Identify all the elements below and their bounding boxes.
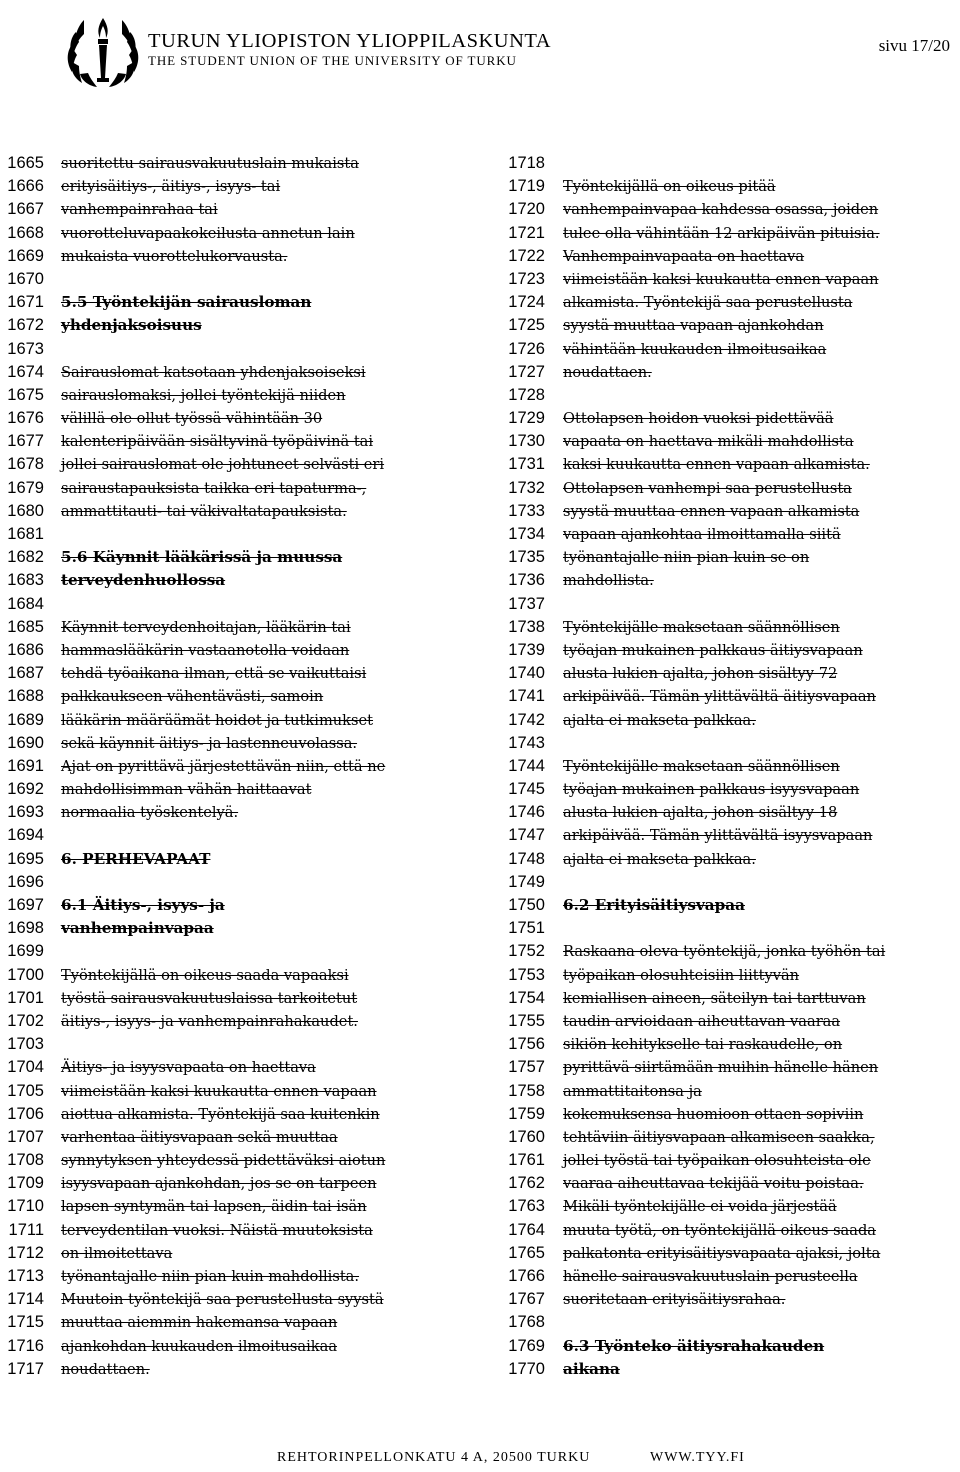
line-number: 1671: [7, 293, 44, 312]
text-line: aiottua alkamista. Työntekijä saa kuitenkin: [61, 1105, 380, 1123]
line-number: 1720: [508, 200, 545, 219]
line-number: 1745: [508, 780, 545, 799]
text-line: työpaikan olosuhteisiin liittyvän: [563, 966, 800, 984]
text-line: alusta lukien ajalta, johon sisältyy 72: [563, 665, 838, 683]
line-number: 1709: [7, 1174, 44, 1193]
line-number: 1669: [7, 246, 44, 265]
line-number: 1685: [7, 617, 44, 636]
line-number: 1748: [508, 849, 545, 868]
text-line: vanhempainrahaa tai: [61, 201, 218, 219]
line-number: 1684: [7, 594, 44, 613]
line-number: 1755: [508, 1011, 545, 1030]
line-number: 1696: [7, 872, 44, 891]
line-number: 1730: [508, 432, 545, 451]
text-line: on ilmoitettava: [61, 1244, 173, 1262]
line-number: 1717: [7, 1359, 44, 1378]
text-line: muuttaa aiemmin hakemansa vapaan: [61, 1314, 338, 1332]
text-line: muuta työtä, on työntekijällä oikeus saada: [563, 1221, 877, 1239]
line-number: 1676: [7, 409, 44, 428]
text-line: [61, 338, 466, 361]
text-line: Ottolapsen hoidon vuoksi pidettävää: [563, 410, 834, 428]
text-line: työnantajalle niin pian kuin se on: [563, 549, 810, 567]
line-number: 1675: [7, 385, 44, 404]
line-number: 1729: [508, 409, 545, 428]
line-number: 1746: [508, 803, 545, 822]
line-number: 1740: [508, 664, 545, 683]
footer-address: REHTORINPELLONKATU 4 A, 20500 TURKU: [277, 1450, 591, 1465]
torch-wreath-logo-icon: [62, 12, 144, 92]
line-number: 1734: [508, 525, 545, 543]
text-line: suoritetaan erityisäitiysrahaa.: [563, 1291, 786, 1309]
page-header: [0, 0, 960, 130]
line-number: 1739: [508, 640, 545, 659]
line-number: 1678: [7, 455, 44, 474]
text-line: [563, 732, 958, 755]
text-line: noudattaen.: [61, 1360, 150, 1378]
line-number: 1732: [508, 478, 545, 497]
line-number: 1697: [7, 896, 44, 914]
line-number: 1767: [508, 1290, 545, 1309]
text-line: ammattitaitonsa ja: [563, 1082, 702, 1100]
section-heading-line: 5.6 Käynnit lääkärissä ja muussa: [61, 548, 343, 567]
text-line: alusta lukien ajalta, johon sisältyy 18: [563, 804, 838, 822]
line-number: 1754: [508, 988, 545, 1007]
line-number: 1695: [7, 849, 44, 868]
line-number: 1752: [508, 942, 545, 961]
text-line: vuorotteluvapaakokeilusta annetun lain: [61, 224, 355, 242]
line-number: 1741: [508, 687, 545, 706]
line-number: 1718: [508, 154, 545, 172]
text-line: mukaista vuorottelukorvausta.: [61, 247, 288, 265]
text-line: Vanhempainvapaata on haettava: [563, 247, 805, 265]
text-line: jollei työstä tai työpaikan olosuhteista ole: [563, 1152, 871, 1170]
section-heading-line: 6.2 Erityisäitiysvapaa: [563, 896, 745, 914]
text-line: Työntekijälle maksetaan säännöllisen: [563, 618, 840, 636]
text-line: Äitiys- ja isyysvapaata on haettava: [61, 1059, 316, 1077]
text-line: kalenteripäivään sisältyvinä työpäivinä tai: [61, 433, 374, 451]
line-number: 1735: [508, 548, 545, 567]
text-line: arkipäivää. Tämän ylittävältä äitiysvapaan: [563, 688, 876, 706]
text-line: vaaraa aiheuttavaa tekijää voitu poistaa.: [563, 1175, 864, 1193]
line-number: 1703: [7, 1035, 44, 1054]
footer-website: WWW.TYY.FI: [650, 1450, 745, 1465]
text-line: sikiön kehitykselle tai raskaudelle, on: [563, 1036, 843, 1054]
text-line: viimeistään kaksi kuukautta ennen vapaan: [61, 1082, 377, 1100]
page-footer: [0, 1438, 960, 1472]
text-line: ajalta ei makseta palkkaa.: [563, 711, 756, 729]
text-line: työstä sairausvakuutuslaissa tarkoitetut: [61, 989, 358, 1007]
line-number: 1760: [508, 1127, 545, 1146]
text-line: Työntekijälle maksetaan säännöllisen: [563, 757, 840, 775]
line-number: 1694: [7, 826, 44, 845]
line-number: 1686: [7, 640, 44, 659]
line-number: 1689: [7, 710, 44, 729]
text-line: jollei sairauslomat ole johtuneet selvästi eri: [61, 456, 385, 474]
line-number: 1759: [508, 1104, 545, 1123]
text-line: ammattitauti- tai väkivaltatapauksista.: [61, 502, 347, 520]
line-number: 1715: [7, 1313, 44, 1332]
text-line: noudattaen.: [563, 363, 652, 381]
text-line: [61, 593, 466, 616]
line-number: 1761: [508, 1151, 545, 1170]
text-line: tehtäviin äitiysvapaan alkamiseen saakka,: [563, 1128, 875, 1146]
text-line: vanhempainvapaa kahdessa osassa, joiden: [563, 201, 879, 219]
line-number: 1742: [508, 710, 545, 729]
text-line: hänelle sairausvakuutuslain perusteella: [563, 1268, 858, 1285]
line-number: 1714: [7, 1290, 44, 1309]
line-number: 1727: [508, 362, 545, 381]
text-line: kemiallisen aineen, säteilyn tai tarttuvan: [563, 989, 866, 1007]
line-number: 1681: [7, 525, 44, 543]
text-line: työajan mukainen palkkaus isyysvapaan: [563, 781, 860, 799]
text-line: Sairauslomat katsotaan yhdenjaksoiseksi: [61, 363, 366, 381]
line-number: 1700: [7, 965, 44, 984]
text-line: [61, 1033, 466, 1056]
text-line: normaalia työskentelyä.: [61, 804, 239, 822]
line-number: 1770: [508, 1359, 545, 1378]
line-number: 1702: [7, 1011, 44, 1030]
line-number: 1670: [7, 269, 44, 288]
org-name: TURUN YLIOPISTON YLIOPPILASKUNTA: [148, 30, 552, 52]
line-number: 1672: [7, 316, 44, 335]
right-text-column: [563, 152, 958, 1381]
section-heading-line: 6.3 Työnteko äitiysrahakauden: [563, 1336, 825, 1355]
text-line: [563, 384, 958, 407]
line-number: 1716: [7, 1336, 44, 1355]
text-line: palkatonta erityisäitiysvapaata ajaksi, jolta: [563, 1244, 881, 1262]
line-number: 1733: [508, 501, 545, 520]
line-number: 1722: [508, 246, 545, 265]
line-number: 1706: [7, 1104, 44, 1123]
text-line: Ottolapsen vanhempi saa perustellusta: [563, 479, 852, 497]
text-line: sairaustapauksista taikka eri tapaturma-,: [61, 479, 367, 497]
text-line: vapaata on haettava mikäli mahdollista: [563, 433, 854, 451]
line-number: 1713: [7, 1267, 44, 1285]
line-number: 1683: [7, 571, 44, 590]
line-number: 1674: [7, 362, 44, 381]
text-line: viimeistään kaksi kuukautta ennen vapaan: [563, 270, 879, 288]
line-number: 1708: [7, 1151, 44, 1170]
section-heading-line: aikana: [563, 1359, 620, 1378]
text-line: terveydentilan vuoksi. Näistä muutoksista: [61, 1221, 373, 1239]
line-number: 1673: [7, 339, 44, 358]
line-number: 1699: [7, 942, 44, 961]
line-number: 1666: [7, 177, 44, 196]
line-number: 1698: [7, 919, 44, 938]
line-number: 1710: [7, 1197, 44, 1216]
line-number: 1728: [508, 385, 545, 404]
line-number: 1668: [7, 223, 44, 242]
line-number: 1762: [508, 1174, 545, 1193]
line-number: 1764: [508, 1220, 545, 1239]
text-line: äitiys-, isyys- ja vanhempainrahakaudet.: [61, 1012, 358, 1030]
text-line: [61, 940, 466, 963]
text-line: [563, 1311, 958, 1334]
text-line: työajan mukainen palkkaus äitiysvapaan: [563, 641, 863, 659]
line-number: 1765: [508, 1243, 545, 1262]
text-line: [563, 917, 958, 940]
text-line: syystä muuttaa vapaan ajankohdan: [563, 317, 824, 335]
text-line: kokemuksensa huomioon ottaen sopiviin: [563, 1105, 864, 1123]
text-line: tulee olla vähintään 12 arkipäivän pituisia.: [563, 224, 880, 242]
text-line: ajalta ei makseta palkkaa.: [563, 850, 756, 868]
text-line: [563, 871, 958, 894]
line-number: 1763: [508, 1197, 545, 1216]
right-line-numbers: [501, 152, 545, 1381]
text-line: hammaslääkärin vastaanotolla voidaan: [61, 641, 350, 659]
section-heading-line: terveydenhuollossa: [61, 571, 226, 590]
line-number: 1667: [7, 200, 44, 219]
text-line: välillä ole ollut työssä vähintään 30: [61, 410, 323, 428]
left-line-numbers: [0, 152, 44, 1381]
line-number: 1749: [508, 872, 545, 891]
line-number: 1687: [7, 664, 44, 683]
line-number: 1750: [508, 896, 545, 914]
text-line: sekä käynnit äitiys- ja lastenneuvolassa.: [61, 734, 358, 752]
text-line: [61, 824, 466, 847]
section-heading-line: yhdenjaksoisuus: [61, 316, 202, 335]
text-line: Työntekijällä on oikeus saada vapaaksi: [61, 966, 349, 984]
text-line: Mikäli työntekijälle ei voida järjestää: [563, 1198, 837, 1216]
line-number: 1711: [8, 1220, 44, 1239]
line-number: 1753: [508, 965, 545, 984]
line-number: 1691: [7, 756, 44, 775]
line-number: 1744: [508, 756, 545, 775]
text-line: taudin arvioidaan aiheuttavan vaaraa: [563, 1012, 841, 1030]
text-line: mahdollista.: [563, 572, 654, 590]
line-number: 1665: [7, 154, 44, 172]
line-number: 1736: [508, 571, 545, 590]
text-line: Raskaana oleva työntekijä, jonka työhön tai: [563, 943, 886, 961]
text-line: sairauslomaksi, jollei työntekijä niiden: [61, 386, 346, 404]
section-heading-line: 6.1 Äitiys-, isyys- ja: [61, 896, 225, 914]
line-number: 1719: [508, 177, 545, 196]
line-number: 1704: [7, 1058, 44, 1077]
line-number: 1690: [7, 733, 44, 752]
line-number: 1721: [508, 223, 545, 242]
text-line: alkamista. Työntekijä saa perustellusta: [563, 294, 853, 312]
text-line: synnytyksen yhteydessä pidettäväksi aiotun: [61, 1152, 386, 1170]
text-line: suoritettu sairausvakuutuslain mukaista: [61, 155, 359, 172]
line-number: 1693: [7, 803, 44, 822]
text-line: palkkaukseen vähentävästi, samoin: [61, 688, 324, 706]
text-line: työnantajalle niin pian kuin mahdollista.: [61, 1268, 360, 1285]
text-line: [61, 268, 466, 291]
org-name-english: THE STUDENT UNION OF THE UNIVERSITY OF TURKU: [148, 53, 517, 68]
line-number: 1737: [508, 594, 545, 613]
page-number: sivu 17/20: [878, 36, 950, 55]
line-number: 1701: [7, 988, 44, 1007]
section-heading-line: 5.5 Työntekijän sairausloman: [61, 293, 312, 312]
section-heading-line: 6. PERHEVAPAAT: [61, 849, 211, 868]
text-line: mahdollisimman vähän haittaavat: [61, 781, 312, 799]
line-number: 1677: [7, 432, 44, 451]
line-number: 1738: [508, 617, 545, 636]
text-line: lääkärin määräämät hoidot ja tutkimukset: [61, 711, 374, 729]
text-line: lapsen syntymän tai lapsen, äidin tai isän: [61, 1198, 367, 1216]
line-number: 1731: [508, 455, 545, 474]
line-number: 1680: [7, 501, 44, 520]
text-line: [61, 523, 466, 546]
left-text-column: [61, 152, 466, 1381]
line-number: 1688: [7, 687, 44, 706]
text-line: isyysvapaan ajankohdan, jos se on tarpeen: [61, 1175, 377, 1193]
line-number: 1692: [7, 780, 44, 799]
line-number: 1751: [508, 919, 545, 938]
line-number: 1707: [7, 1127, 44, 1146]
line-number: 1747: [508, 826, 545, 845]
text-line: Käynnit terveydenhoitajan, lääkärin tai: [61, 618, 351, 636]
text-line: kaksi kuukautta ennen vapaan alkamista.: [563, 456, 870, 474]
line-number: 1756: [508, 1035, 545, 1054]
text-line: pyrittävä siirtämään muihin hänelle hänen: [563, 1059, 879, 1077]
text-line: vapaan ajankohtaa ilmoittamalla siitä: [563, 526, 841, 543]
text-line: tehdä työaikana ilman, että se vaikuttaisi: [61, 665, 367, 683]
line-number: 1705: [7, 1081, 44, 1100]
line-number: 1766: [508, 1267, 545, 1285]
line-number: 1768: [508, 1313, 545, 1332]
line-number: 1769: [508, 1336, 545, 1355]
text-line: ajankohdan kuukauden ilmoitusaikaa: [61, 1337, 338, 1355]
text-line: syystä muuttaa ennen vapaan alkamista: [563, 502, 860, 520]
line-number: 1723: [508, 269, 545, 288]
line-number: 1757: [508, 1058, 545, 1077]
text-line: [563, 593, 958, 616]
line-number: 1724: [508, 293, 545, 312]
line-number: 1758: [508, 1081, 545, 1100]
section-heading-line: vanhempainvapaa: [61, 919, 214, 938]
text-line: [61, 871, 466, 894]
text-line: vähintään kuukauden ilmoitusaikaa: [563, 340, 827, 358]
line-number: 1726: [508, 339, 545, 358]
text-line: Muutoin työntekijä saa perustellusta syystä: [61, 1291, 384, 1309]
line-number: 1725: [508, 316, 545, 335]
text-line: varhentaa äitiysvapaan sekä muuttaa: [61, 1128, 338, 1146]
text-line: Työntekijällä on oikeus pitää: [563, 178, 776, 196]
line-number: 1679: [7, 478, 44, 497]
text-line: arkipäivää. Tämän ylittävältä isyysvapaan: [563, 827, 873, 845]
line-number: 1712: [7, 1243, 44, 1262]
text-line: Ajat on pyrittävä järjestettävän niin, että ne: [61, 757, 386, 775]
line-number: 1743: [508, 733, 545, 752]
text-line: [563, 152, 958, 175]
line-number: 1682: [7, 548, 44, 567]
text-line: erityisäitiys-, äitiys-, isyys- tai: [61, 178, 281, 196]
